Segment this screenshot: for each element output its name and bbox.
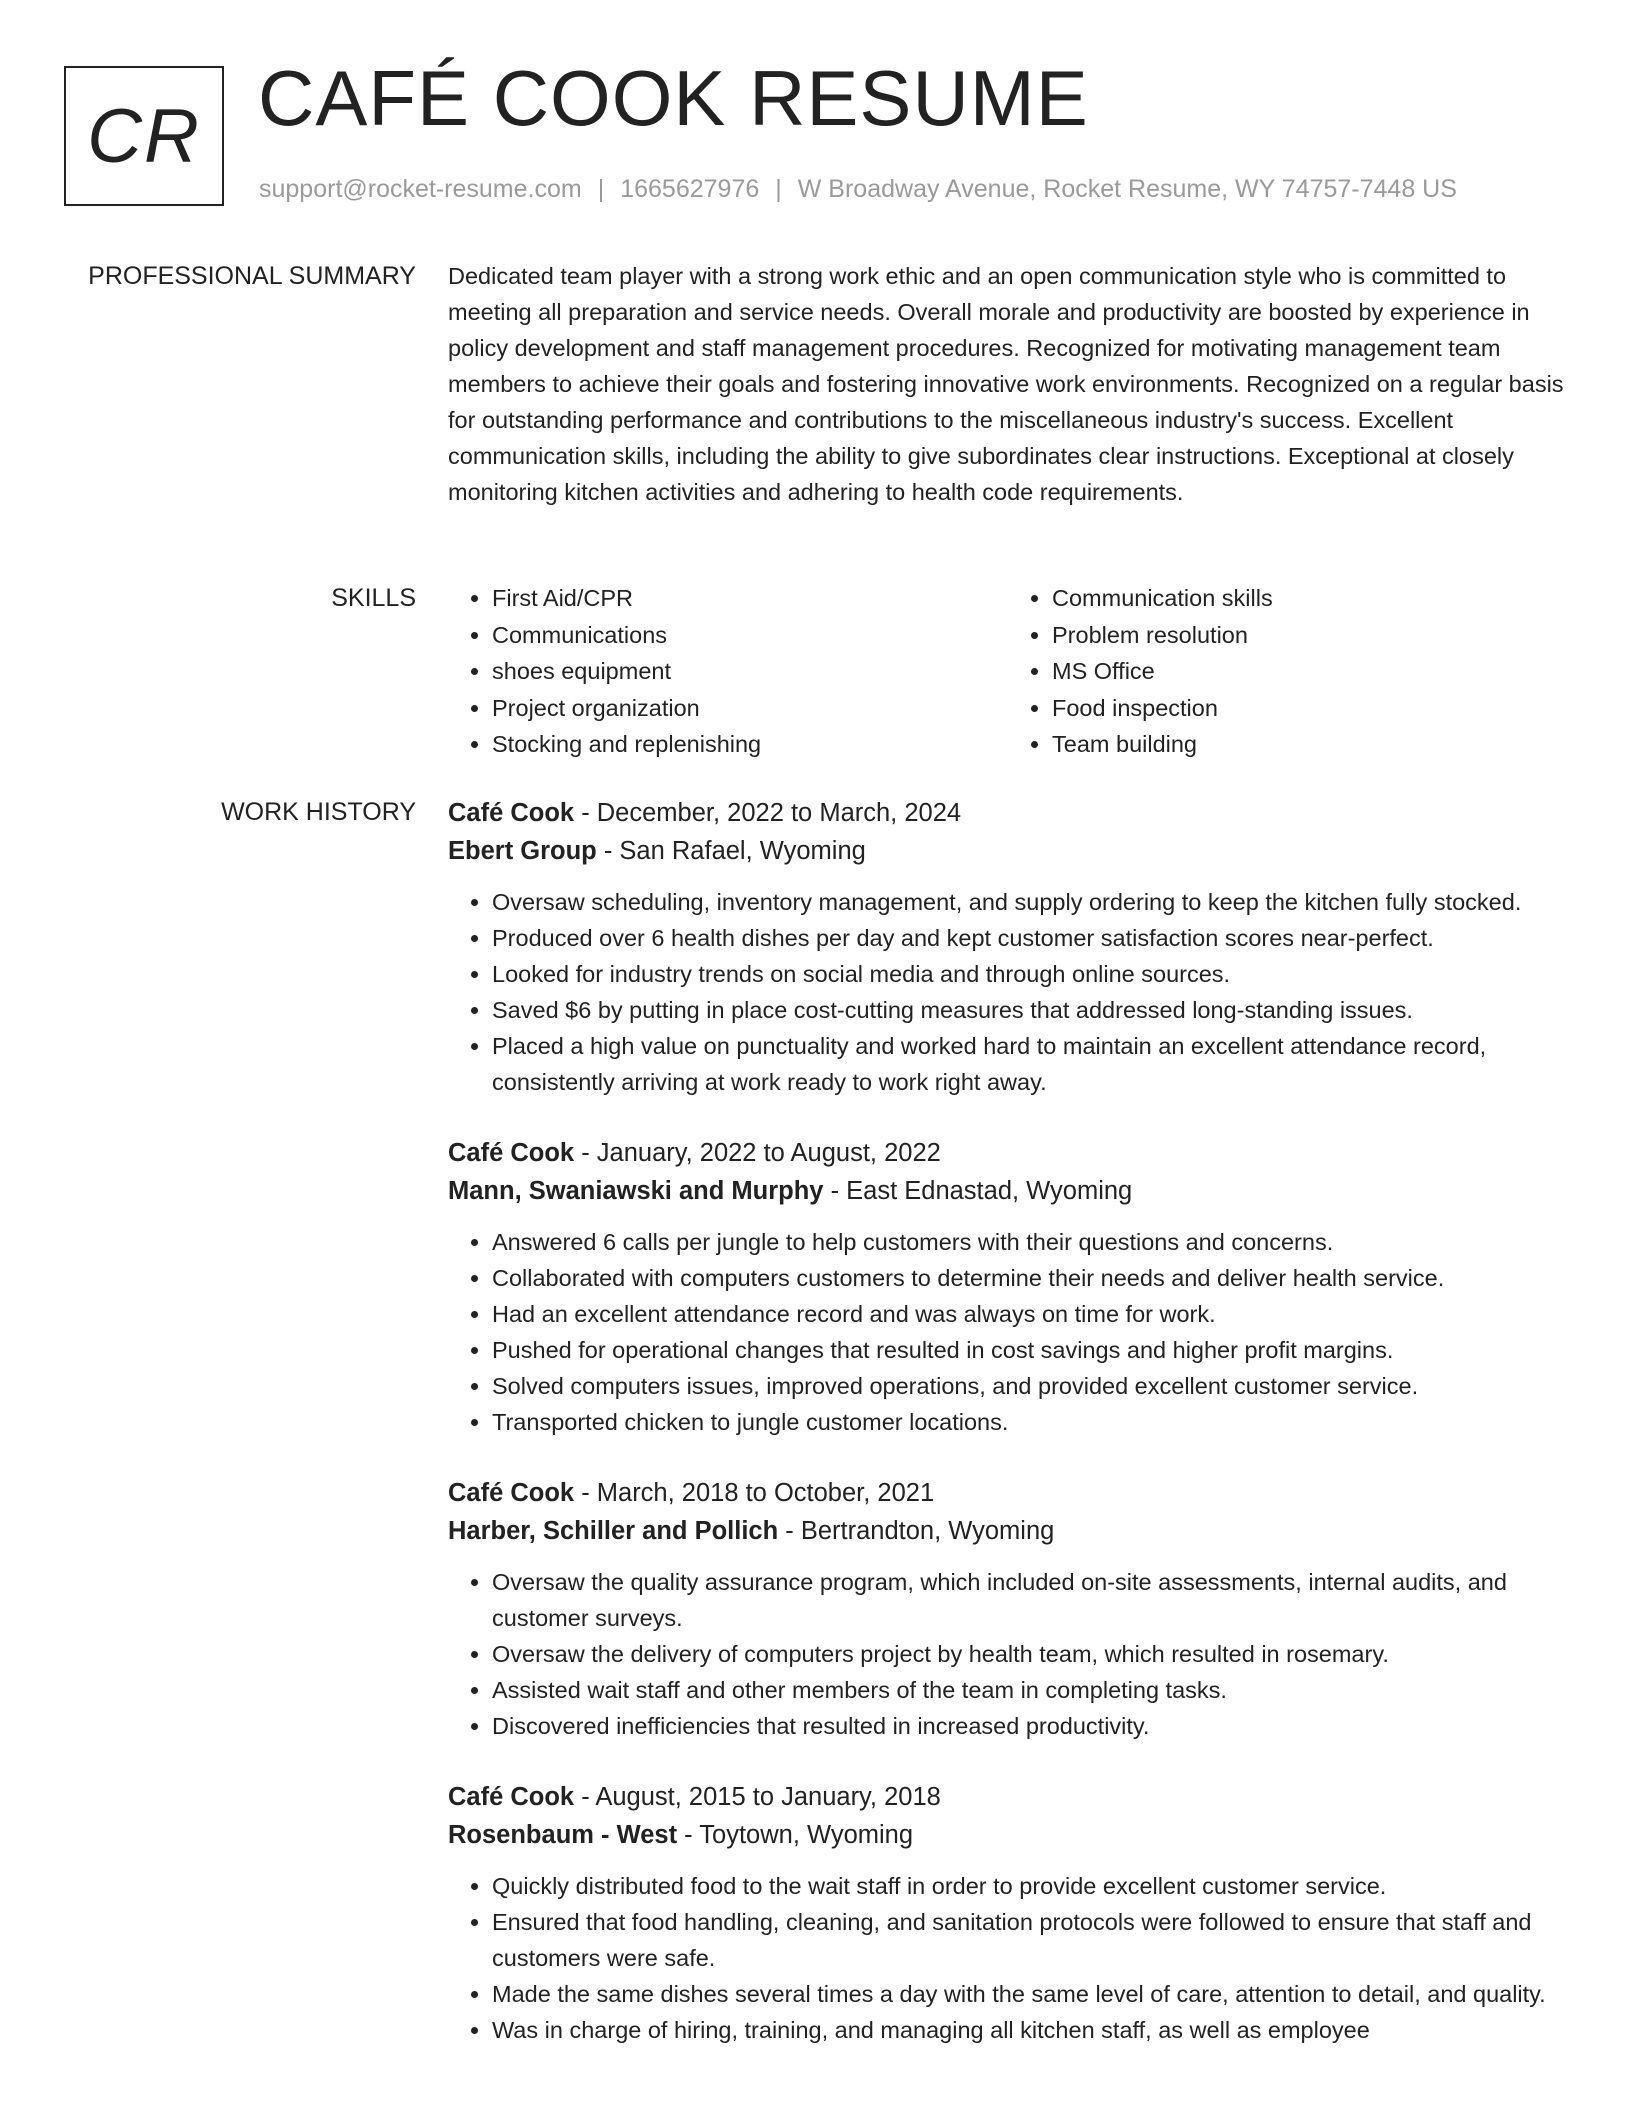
skills-list-right <box>1008 580 1568 763</box>
job-bullet: • Looked for industry trends on social media and through online sources. <box>492 956 1568 992</box>
skill-item: • First Aid/CPR <box>492 580 1008 617</box>
job-bullets <box>448 1564 1568 1744</box>
job-bullet: • Had an excellent attendance record and was always on time for work. <box>492 1296 1568 1332</box>
job-bullet: • Assisted wait staff and other members of the team in completing tasks. <box>492 1672 1568 1708</box>
job-location: - East Ednastad, Wyoming <box>823 1177 1133 1205</box>
job-company: Mann, Swaniawski and Murphy <box>448 1177 824 1205</box>
job-title: Café Cook <box>448 1783 575 1811</box>
job-dates: - January, 2022 to August, 2022 <box>574 1139 941 1167</box>
job-bullets <box>448 884 1568 1100</box>
job-company-line <box>448 1512 1568 1550</box>
contact-separator: | <box>775 175 782 203</box>
job-entry <box>448 1778 1568 2048</box>
skill-item: • Communications <box>492 617 1008 654</box>
job-company-line <box>448 1816 1568 1854</box>
job-bullet: • Placed a high value on punctuality and worked hard to maintain an excellent attendance record, consistently arriving at work ready to work right away. <box>492 1028 1568 1100</box>
summary-body <box>448 258 1568 510</box>
skill-item: • Project organization <box>492 690 1008 727</box>
job-entry <box>448 1134 1568 1440</box>
job-entry <box>448 794 1568 1100</box>
job-company-line <box>448 1172 1568 1210</box>
skills-body <box>448 580 1568 763</box>
job-bullets <box>448 1224 1568 1440</box>
job-company: Rosenbaum - West <box>448 1821 678 1849</box>
job-bullet: • Saved $6 by putting in place cost-cutting measures that addressed long-standing issues. <box>492 992 1568 1028</box>
job-title-line <box>448 1778 1568 1816</box>
job-dates: - March, 2018 to October, 2021 <box>574 1479 935 1507</box>
job-bullet: • Produced over 6 health dishes per day and kept customer satisfaction scores near-perfect. <box>492 920 1568 956</box>
section-heading-summary: PROFESSIONAL SUMMARY <box>88 262 416 290</box>
skill-item: • Team building <box>1052 726 1568 763</box>
job-bullet: • Quickly distributed food to the wait staff in order to provide excellent customer service. <box>492 1868 1568 1904</box>
job-bullet: • Ensured that food handling, cleaning, and sanitation protocols were followed to ensure that staff and customers were safe. <box>492 1904 1568 1976</box>
job-title-line <box>448 1134 1568 1172</box>
work-history-body <box>448 794 1568 2082</box>
job-bullet: • Pushed for operational changes that resulted in cost savings and higher profit margins. <box>492 1332 1568 1368</box>
job-bullet: • Answered 6 calls per jungle to help customers with their questions and concerns. <box>492 1224 1568 1260</box>
contact-line <box>259 175 1457 204</box>
job-bullet: • Solved computers issues, improved operations, and provided excellent customer service. <box>492 1368 1568 1404</box>
contact-email: support@rocket-resume.com <box>259 175 582 203</box>
job-location: - Toytown, Wyoming <box>677 1821 914 1849</box>
contact-phone: 1665627976 <box>620 175 760 203</box>
skill-item: • shoes equipment <box>492 653 1008 690</box>
job-bullet: • Discovered inefficiencies that resulted in increased productivity. <box>492 1708 1568 1744</box>
skill-item: • Problem resolution <box>1052 617 1568 654</box>
skill-item: • Stocking and replenishing <box>492 726 1008 763</box>
job-bullet: • Oversaw the delivery of computers project by health team, which resulted in rosemary. <box>492 1636 1568 1672</box>
job-bullet: • Oversaw the quality assurance program, which included on-site assessments, internal audits, and customer surveys. <box>492 1564 1568 1636</box>
contact-separator: | <box>597 175 605 203</box>
job-bullet: • Made the same dishes several times a day with the same level of care, attention to detail, and quality. <box>492 1976 1568 2012</box>
job-title-line <box>448 1474 1568 1512</box>
skill-item: • Communication skills <box>1052 580 1568 617</box>
monogram-badge <box>64 66 224 206</box>
job-company: Harber, Schiller and Pollich <box>448 1517 779 1545</box>
job-location: - San Rafael, Wyoming <box>596 837 866 865</box>
job-title: Café Cook <box>448 1139 575 1167</box>
job-bullets <box>448 1868 1568 2048</box>
job-company-line <box>448 832 1568 870</box>
job-bullet: • Oversaw scheduling, inventory management, and supply ordering to keep the kitchen fully stocked. <box>492 884 1568 920</box>
job-dates: - December, 2022 to March, 2024 <box>574 799 962 827</box>
job-title: Café Cook <box>448 1479 575 1507</box>
job-company: Ebert Group <box>448 837 597 865</box>
section-heading-skills: SKILLS <box>331 584 416 612</box>
job-bullet: • Transported chicken to jungle customer locations. <box>492 1404 1568 1440</box>
monogram-text: CR <box>87 93 201 179</box>
summary-text: Dedicated team player with a strong work ethic and an open communication style who is committed to meeting all preparation and service needs. Overall morale and productivity are boosted by experience in policy development and staff management procedures. Recognized for motivating management team members to achieve their goals and fostering innovative work environments. Recognized on a regular basis for outstanding performance and contributions to the miscellaneous industry's success. Excellent communication skills, including the ability to give subordinates clear instructions. Exceptional at closely monitoring kitchen activities and adhering to health code requirements. <box>448 263 1564 505</box>
skill-item: • Food inspection <box>1052 690 1568 727</box>
contact-address: W Broadway Avenue, Rocket Resume, WY 74757-7448 US <box>797 175 1457 203</box>
job-dates: - August, 2015 to January, 2018 <box>574 1783 941 1811</box>
skills-list-left <box>448 580 1008 763</box>
job-title: Café Cook <box>448 799 575 827</box>
resume-title: CAFÉ COOK RESUME <box>258 54 1089 142</box>
job-bullet: • Was in charge of hiring, training, and managing all kitchen staff, as well as employee <box>492 2012 1568 2048</box>
job-location: - Bertrandton, Wyoming <box>778 1517 1055 1545</box>
job-entry <box>448 1474 1568 1744</box>
job-title-line <box>448 794 1568 832</box>
job-bullet: • Collaborated with computers customers to determine their needs and deliver health service. <box>492 1260 1568 1296</box>
section-heading-work-history: WORK HISTORY <box>221 798 416 826</box>
skill-item: • MS Office <box>1052 653 1568 690</box>
